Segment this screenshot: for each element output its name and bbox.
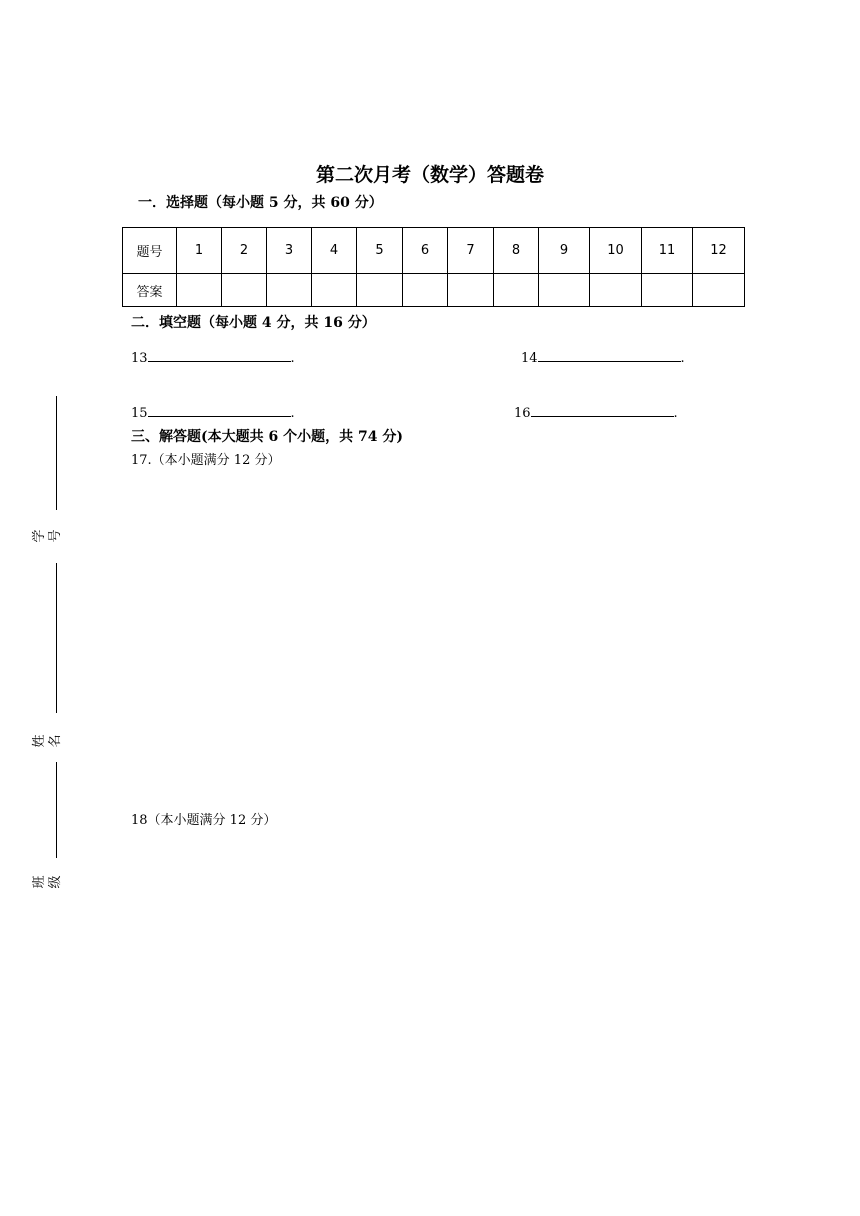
side-label-class: 班级: [32, 875, 63, 889]
blank-end: .: [290, 351, 295, 366]
answer-cell[interactable]: [693, 274, 745, 307]
answer-cell[interactable]: [642, 274, 693, 307]
blank-number: 15: [131, 406, 148, 421]
answer-cell[interactable]: [267, 274, 312, 307]
table-row-numbers: [123, 228, 745, 274]
blank-number: 14: [521, 351, 538, 366]
blank-end: .: [673, 406, 678, 421]
answer-cell[interactable]: [448, 274, 494, 307]
answer-cell[interactable]: [222, 274, 267, 307]
answer-cell[interactable]: [403, 274, 448, 307]
question-number-cell: 9: [539, 228, 590, 274]
question-number-cell: 5: [357, 228, 403, 274]
choice-answer-table: [122, 227, 745, 307]
blank-number: 16: [514, 406, 531, 421]
question-17-heading: 17.（本小题满分 12 分）: [131, 453, 281, 468]
side-label-student-id: 学号: [32, 529, 63, 543]
side-name-line[interactable]: [56, 762, 57, 858]
question-number-cell: 2: [222, 228, 267, 274]
table-header-cell: 答案: [123, 274, 177, 307]
section-answer-heading: 三、解答题(本大题共 6 个小题，共 74 分): [131, 429, 403, 445]
question-number-cell: 7: [448, 228, 494, 274]
question-number-cell: 10: [590, 228, 642, 274]
table-header-cell: 题号: [123, 228, 177, 274]
answer-cell[interactable]: [494, 274, 539, 307]
blank-number: 13: [131, 351, 148, 366]
section-choice-heading: 一．选择题（每小题 5 分，共 60 分）: [138, 195, 383, 211]
answer-cell[interactable]: [539, 274, 590, 307]
fill-blank-16: [514, 404, 678, 421]
question-18-heading: 18（本小题满分 12 分）: [131, 813, 277, 828]
table-row-answers: [123, 274, 745, 307]
fill-blank-15: [131, 404, 295, 421]
blank-answer-line[interactable]: [148, 349, 291, 362]
question-number-cell: 12: [693, 228, 745, 274]
answer-cell[interactable]: [312, 274, 357, 307]
question-number-cell: 1: [177, 228, 222, 274]
answer-cell[interactable]: [590, 274, 642, 307]
fill-blank-14: [521, 349, 685, 366]
side-label-name: 姓名: [32, 734, 63, 748]
blank-answer-line[interactable]: [148, 404, 291, 417]
fill-blank-13: [131, 349, 295, 366]
blank-answer-line[interactable]: [538, 349, 681, 362]
answer-cell[interactable]: [357, 274, 403, 307]
blank-end: .: [680, 351, 685, 366]
side-student-id-line[interactable]: [56, 563, 57, 713]
question-number-cell: 4: [312, 228, 357, 274]
section-fill-heading: 二．填空题（每小题 4 分，共 16 分）: [131, 315, 376, 331]
question-number-cell: 8: [494, 228, 539, 274]
answer-cell[interactable]: [177, 274, 222, 307]
page-title: 第二次月考（数学）答题卷: [315, 164, 544, 186]
question-number-cell: 11: [642, 228, 693, 274]
blank-answer-line[interactable]: [531, 404, 674, 417]
question-number-cell: 6: [403, 228, 448, 274]
blank-end: .: [290, 406, 295, 421]
question-number-cell: 3: [267, 228, 312, 274]
side-divider-line: [56, 396, 57, 510]
